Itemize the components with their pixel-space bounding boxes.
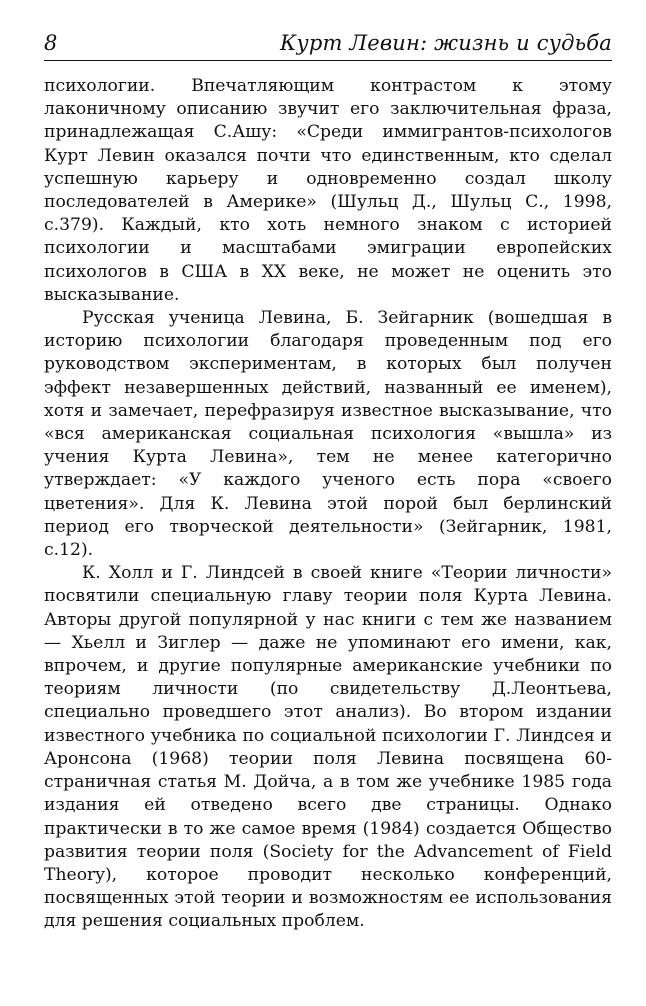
page-number: 8 — [44, 31, 58, 55]
running-title: Курт Левин: жизнь и судьба — [280, 31, 612, 55]
paragraph-2: Русская ученица Левина, Б. Зейгарник (вошедшая в историю психологии благодаря проведенным под его руководством экспериментам, в которых был получен эффект незавершенных действий, названный ее именем), хотя и замечает, перефразируя известное высказывание, что «вся американская социальная психология «вышла» из учения Курта Левина», тем не менее категорично утверждает: «У каждого ученого есть пора «своего цветения». Для К. Левина этой порой был берлинский период его творческой деятельности» (Зейгарник, 1981, с.12). — [44, 308, 612, 561]
header-rule — [44, 60, 612, 61]
book-page — [44, 30, 612, 934]
running-head — [44, 30, 612, 56]
paragraph-3: К. Холл и Г. Линдсей в своей книге «Теории личности» посвятили специальную главу теории поля Курта Левина. Авторы другой популярной у нас книги с тем же названием — Хьелл и Зиглер — даже не упоминают его имени, как, впрочем, и другие популярные американские учебники по теориям личности (по свидетельству Д.Леонтьева, специально проведшего этот анализ). Во втором издании известного учебника по социальной психологии Г. Линдсея и Аронсона (1968) теории поля Левина посвящена 60-страничная статья М. Дойча, а в том же учебнике 1985 года издания ей отведено всего две страницы. Однако практически в то же самое время (1984) создается Общество развития теории поля (Society for the Advancement of Field Theory), которое проводит несколько конференций, посвященных этой теории и возможностям ее использования для решения социальных проблем. — [44, 563, 612, 932]
body-text — [44, 75, 612, 934]
paragraph-1: психологии. Впечатляющим контрастом к этому лаконичному описанию звучит его заключительная фраза, принадлежащая С.Ашу: «Среди иммигрантов-психологов Курт Левин оказался почти что единственным, кто сделал успешную карьеру и одновременно создал школу последователей в Америке» (Шульц Д., Шульц С., 1998, с.379). Каждый, кто хоть немного знаком с историей психологии и масштабами эмиграции европейских психологов в США в XX веке, не может не оценить это высказывание. — [44, 76, 612, 305]
